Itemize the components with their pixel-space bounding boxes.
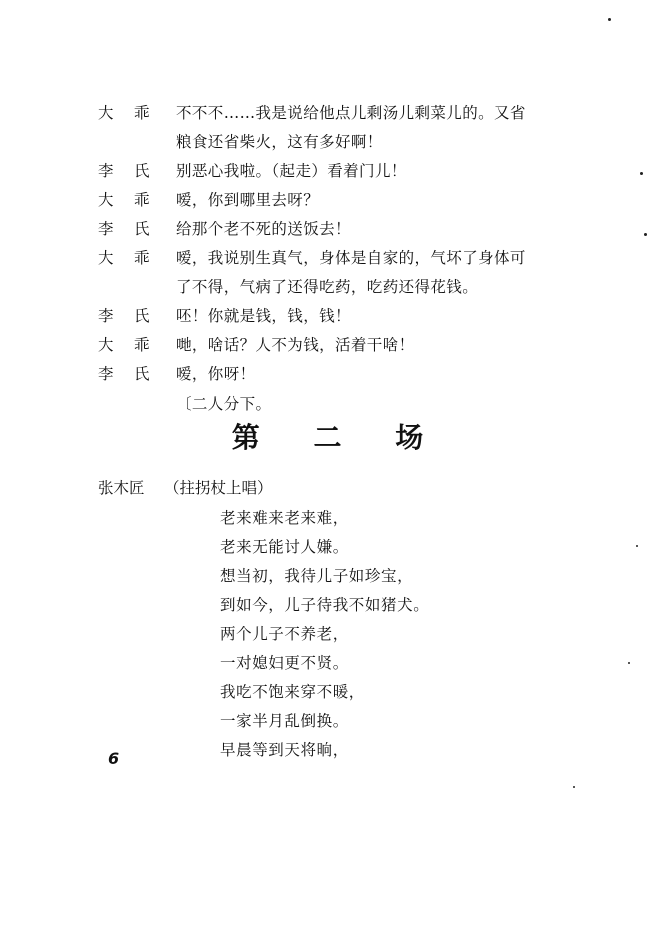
speaker-name: 大 乖 [98,191,150,209]
dialogue-entry [98,245,598,300]
scan-speck [644,233,647,236]
speaker-name: 李 氏 [98,307,150,325]
verse-line: 想当初，我待儿子如珍宝， [220,567,414,585]
speech-lines [176,303,598,329]
dialogue-block [98,100,598,417]
speech-lines [176,332,598,358]
speech-lines [176,245,598,300]
stage-direction: 〔二人分下。 [176,395,272,413]
verse-line: 两个儿子不养老， [220,625,349,643]
speech-lines [176,216,598,242]
dialogue-entry [98,187,598,213]
verse-line: 早晨等到天将晌， [220,741,349,759]
scan-speck [628,662,630,664]
verse-line: 老来难来老来难， [220,509,349,527]
verse-line: 一对媳妇更不贤。 [220,654,349,672]
speech-line: 嗳，你呀！ [176,365,256,383]
dialogue-entry [98,361,598,387]
speech-lines [176,158,598,184]
dialogue-entry [98,216,598,242]
song-verses [220,505,429,763]
speech-lines [176,361,598,387]
speaker-name: 大 乖 [98,249,150,267]
song-heading [98,475,273,501]
scene-title: 第 二 场 [231,421,446,454]
speech-lines [176,187,598,213]
speech-line: 给那个老不死的送饭去！ [176,220,351,238]
verse-line: 老来无能讨人嫌。 [220,538,349,556]
speech-line: 了不得，气病了还得吃药，吃药还得花钱。 [176,278,479,296]
speech-line: 呸！你就是钱，钱，钱！ [176,307,351,325]
speaker-name: 李 氏 [98,365,150,383]
speech-line: 别恶心我啦。（起走）看着门儿！ [176,162,407,180]
scan-speck [636,545,638,547]
dialogue-entry [98,303,598,329]
speaker-name: 李 氏 [98,162,150,180]
speech-line: 粮食还省柴火，这有多好啊！ [176,133,383,151]
song-direction: （拄拐杖上唱） [164,479,273,497]
speech-line: 嗳，我说别生真气，身体是自家的，气坏了身体可 [176,249,526,267]
speech-line: 嗳，你到哪里去呀？ [176,191,320,209]
verse-line: 一家半月乱倒换。 [220,712,349,730]
scan-speck [640,172,643,175]
speech-lines [176,100,598,155]
scan-speck [573,786,575,788]
speech-line: 哋，啥话？人不为钱，活着干啥！ [176,336,415,354]
verse-line: 到如今，儿子待我不如猪犬。 [220,596,430,614]
speaker-name: 李 氏 [98,220,150,238]
speech-line: 不不不……我是说给他点儿剩汤儿剩菜儿的。又省 [176,104,526,122]
speaker-name: 大 乖 [98,104,150,122]
singer-name: 张木匠 [98,479,145,497]
scan-speck [608,18,611,21]
verse-line: 我吃不饱来穿不暖， [220,683,365,701]
dialogue-entry [98,158,598,184]
page-number: 6 [108,749,120,768]
dialogue-entry [98,332,598,358]
speaker-name: 大 乖 [98,336,150,354]
dialogue-entry [98,100,598,155]
